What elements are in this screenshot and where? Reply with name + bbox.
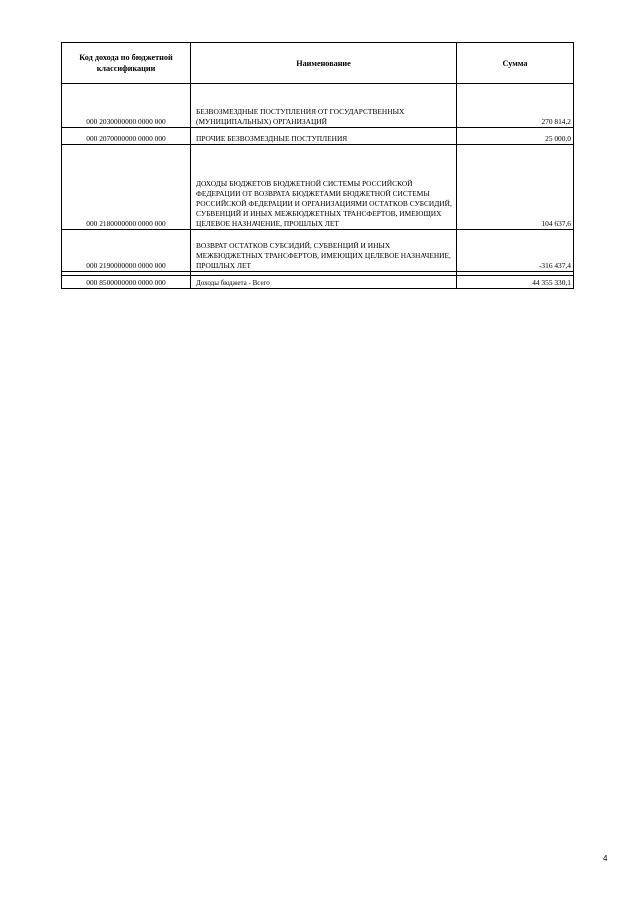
- row-code: 000 2190000000 0000 000: [62, 230, 191, 272]
- table-row: [62, 84, 574, 128]
- page-number: 4: [603, 854, 608, 863]
- total-amount: 44 355 330,1: [457, 276, 574, 289]
- row-code: 000 2070000000 0000 000: [62, 128, 191, 145]
- row-code: 000 2030000000 0000 000: [62, 84, 191, 128]
- table-row: [62, 128, 574, 145]
- header-name: Наименование: [191, 43, 457, 84]
- budget-revenue-table: [61, 42, 574, 289]
- row-name: ВОЗВРАТ ОСТАТКОВ СУБСИДИЙ, СУБВЕНЦИЙ И ИНЫХ МЕЖБЮДЖЕТНЫХ ТРАНСФЕРТОВ, ИМЕЮЩИХ ЦЕЛЕВОЕ НАЗНАЧЕНИЕ, ПРОШЛЫХ ЛЕТ: [191, 230, 457, 272]
- row-amount: 270 814,2: [457, 84, 574, 128]
- total-name: Доходы бюджета - Всего: [191, 276, 457, 289]
- header-code: Код дохода по бюджетной классификации: [62, 43, 191, 84]
- row-amount: 25 000,0: [457, 128, 574, 145]
- row-name: ПРОЧИЕ БЕЗВОЗМЕЗДНЫЕ ПОСТУПЛЕНИЯ: [191, 128, 457, 145]
- table-row: [62, 230, 574, 272]
- row-code: 000 2180000000 0000 000: [62, 145, 191, 230]
- header-amount: Сумма: [457, 43, 574, 84]
- table-total-row: [62, 276, 574, 289]
- row-amount: -316 437,4: [457, 230, 574, 272]
- row-amount: 104 637,6: [457, 145, 574, 230]
- table-header-row: [62, 43, 574, 84]
- row-name: ДОХОДЫ БЮДЖЕТОВ БЮДЖЕТНОЙ СИСТЕМЫ РОССИЙСКОЙ ФЕДЕРАЦИИ ОТ ВОЗВРАТА БЮДЖЕТАМИ БЮДЖЕТНОЙ СИСТЕМЫ РОССИЙСКОЙ ФЕДЕРАЦИИ И ОРГАНИЗАЦИЯМИ ОСТАТКОВ СУБСИДИЙ, СУБВЕНЦИЙ И ИНЫХ МЕЖБЮДЖЕТНЫХ ТРАНСФЕРТОВ, ИМЕЮЩИХ ЦЕЛЕВОЕ НАЗНАЧЕНИЕ, ПРОШЛЫХ ЛЕТ: [191, 145, 457, 230]
- row-name: БЕЗВОЗМЕЗДНЫЕ ПОСТУПЛЕНИЯ ОТ ГОСУДАРСТВЕННЫХ (МУНИЦИПАЛЬНЫХ) ОРГАНИЗАЦИЙ: [191, 84, 457, 128]
- table-row: [62, 145, 574, 230]
- total-code: 000 8500000000 0000 000: [62, 276, 191, 289]
